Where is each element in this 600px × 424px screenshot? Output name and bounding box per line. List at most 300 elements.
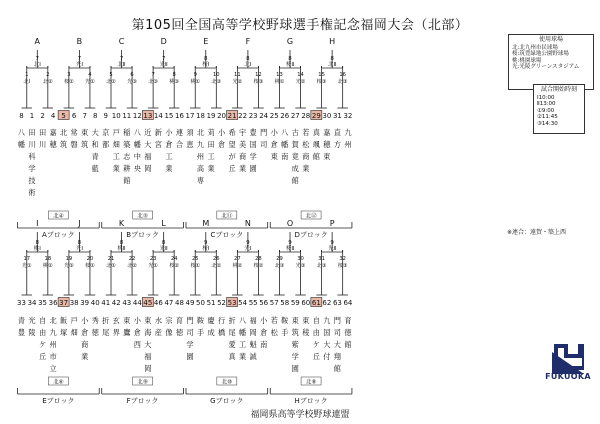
- team-name-char: 玄: [112, 316, 120, 325]
- team-name-char: 福: [144, 352, 152, 361]
- team-name-char: 橋: [217, 328, 226, 337]
- team-name-char: 国: [323, 328, 331, 337]
- game-venue: 北①: [106, 263, 116, 269]
- game-number: 11: [234, 72, 241, 78]
- team-name-char: 司: [260, 140, 268, 149]
- pair-date: 8: [204, 56, 208, 62]
- team-number: 40: [90, 299, 100, 307]
- team-name-char: 合: [175, 140, 184, 149]
- team-number: 64: [343, 299, 353, 307]
- team-name-char: 青: [91, 152, 99, 161]
- team-name-char: 学: [28, 164, 36, 173]
- team-number: 16: [174, 112, 184, 120]
- team-name-char: 自: [312, 316, 320, 325]
- team-name-char: 徳: [344, 328, 352, 337]
- team-name-char: 大: [91, 128, 99, 137]
- game-venue: 桜③: [337, 263, 348, 269]
- team-number: 27: [290, 112, 300, 120]
- team-name-char: 北: [60, 128, 68, 137]
- team-name-char: 田: [38, 128, 47, 137]
- team-name-char: 鞍: [196, 316, 205, 325]
- team-number: 14: [153, 112, 163, 120]
- team-number: 59: [290, 299, 300, 307]
- team-name-char: が: [228, 152, 236, 161]
- team-name-char: 八: [17, 128, 26, 137]
- team-name-char: 商: [239, 152, 247, 161]
- team-name-char: 徳: [91, 328, 99, 337]
- game-venue: 北②: [106, 79, 116, 85]
- venue-line: 桜:筑豊緑地公園野球場: [512, 51, 569, 58]
- team-number: 50: [196, 299, 205, 307]
- game-number: 19: [65, 256, 73, 262]
- team-name-char: 新: [154, 128, 162, 137]
- team-name-char: 北: [196, 128, 205, 137]
- time-line: Ⅰ10:00: [537, 94, 555, 101]
- team-name-char: 海: [144, 328, 152, 337]
- team-name-char: 育: [344, 316, 352, 325]
- game-venue: 桜①: [190, 263, 201, 269]
- team-name-char: 折: [102, 316, 110, 325]
- team-name-char: 業: [81, 352, 89, 361]
- team-name-char: 小: [270, 128, 278, 137]
- pair-date: 8: [161, 240, 166, 246]
- team-name-char: 鞍: [281, 316, 289, 325]
- team-name-char: 九: [196, 140, 205, 149]
- team-name-char: 大: [144, 140, 152, 149]
- game-number: 30: [297, 256, 304, 262]
- game-number: 10: [213, 72, 220, 78]
- team-name-char: 戸: [70, 316, 78, 325]
- game-number: 5: [109, 72, 113, 78]
- team-name-char: 川: [38, 140, 47, 149]
- team-name-char: 倉: [81, 328, 89, 337]
- time-line: ②11:45: [537, 114, 558, 121]
- block-venue-tag: 北⑫: [305, 213, 317, 220]
- team-number: 36: [48, 299, 58, 307]
- team-number: 7: [82, 112, 87, 120]
- pair-venue: 桜Ⅰ: [202, 246, 210, 252]
- team-name-char: 司: [186, 328, 194, 337]
- team-name-char: 秀: [91, 316, 99, 325]
- team-name-char: 直: [333, 128, 342, 137]
- team-name-char: 丘: [312, 352, 320, 361]
- team-name-char: 業: [239, 352, 247, 361]
- team-name-char: 館: [123, 176, 131, 185]
- game-venue: 北②: [127, 263, 137, 269]
- block-name: Bブロック: [126, 231, 159, 239]
- pair-date: 9: [246, 240, 250, 246]
- team-number: 11: [122, 112, 132, 120]
- team-name-char: 真: [312, 128, 320, 137]
- team-name-char: 和: [91, 140, 99, 149]
- venue-legend-header: 使用球場: [538, 36, 563, 43]
- team-name-char: 園: [291, 364, 299, 373]
- team-name-char: 科: [28, 152, 36, 161]
- game-number: 26: [213, 256, 220, 262]
- team-name-char: 専: [196, 176, 205, 185]
- team-name-char: ケ: [312, 340, 320, 349]
- pair-date: 7: [161, 56, 166, 62]
- team-number: 46: [153, 299, 163, 307]
- team-name-char: 築: [123, 140, 131, 149]
- block-name: Eブロック: [42, 397, 75, 405]
- pair-venue: 光Ⅰ: [75, 62, 83, 68]
- team-number: 30: [322, 112, 332, 120]
- team-name-char: 穂: [323, 140, 331, 149]
- team-name-char: 央: [133, 164, 141, 173]
- team-name-char: 倉: [217, 140, 226, 149]
- pair-date: 9: [330, 240, 334, 246]
- team-number: 34: [27, 299, 37, 307]
- team-name-char: 愛: [228, 340, 236, 349]
- team-name-char: 大: [333, 340, 342, 349]
- team-number: 57: [269, 299, 279, 307]
- team-name-char: 紫: [291, 340, 299, 349]
- team-name-char: 豊: [17, 328, 26, 337]
- team-name-char: 畑: [112, 140, 120, 149]
- game-venue: 北②: [42, 79, 53, 85]
- game-venue: 北③: [316, 263, 327, 269]
- team-name-char: 藍: [91, 164, 99, 173]
- pair-letter: B: [76, 37, 83, 46]
- game-number: 8: [172, 72, 176, 78]
- team-name-char: 幡: [133, 140, 141, 149]
- team-name-char: 門: [333, 316, 342, 325]
- game-number: 21: [107, 256, 115, 262]
- game-venue: 光①: [85, 79, 95, 85]
- team-number: 47: [164, 299, 174, 307]
- team-name-char: 稲: [123, 128, 131, 137]
- team-name-char: 育: [175, 316, 184, 325]
- team-number: 55: [248, 299, 258, 307]
- team-number: 10: [111, 112, 121, 120]
- team-name-char: 倉: [133, 328, 141, 337]
- team-name-char: 北: [49, 316, 57, 325]
- team-name-char: 大: [144, 340, 152, 349]
- game-venue: 桜②: [253, 263, 264, 269]
- team-name-char: 九: [344, 128, 352, 137]
- game-venue: 北③: [337, 79, 348, 85]
- game-number: 12: [255, 72, 262, 78]
- team-name-char: 川: [28, 140, 36, 149]
- venue-line: 北:北九州市民球場: [512, 44, 558, 51]
- team-name-char: 美: [239, 140, 247, 149]
- pair-venue: 光Ⅰ: [244, 246, 252, 252]
- pair-letter: I: [36, 219, 39, 228]
- game-number: 18: [44, 256, 52, 262]
- venue-legend: [508, 34, 594, 90]
- pair-venue: 光Ⅱ: [159, 62, 168, 68]
- team-number: 33: [17, 299, 26, 307]
- game-number: 2: [46, 72, 50, 78]
- game-number: 14: [297, 72, 304, 78]
- team-name-char: 翔: [333, 352, 342, 361]
- game-number: 13: [276, 72, 283, 78]
- game-venue: 北③: [148, 79, 159, 85]
- team-name-char: 業: [239, 164, 247, 173]
- page-title: 第105回全国高等学校野球選手権記念福岡大会（北部）: [131, 18, 469, 33]
- game-venue: 桜①: [85, 263, 95, 269]
- team-number: 5: [61, 112, 66, 120]
- team-name-char: 松: [302, 140, 310, 149]
- team-name-char: 豊: [249, 128, 257, 137]
- team-name-char: 学: [186, 340, 194, 349]
- team-number: 38: [69, 299, 79, 307]
- team-name-char: 司: [333, 328, 342, 337]
- team-number: 1: [29, 112, 35, 120]
- game-venue: 光③: [127, 79, 137, 85]
- venue-line: 桃:桃園球場: [512, 57, 542, 64]
- team-number: 53: [227, 299, 237, 307]
- team-name-char: 成: [207, 328, 215, 337]
- team-name-char: 商: [81, 340, 89, 349]
- start-times-header: 試合開始時刻: [540, 86, 577, 93]
- pair-letter: G: [286, 37, 294, 46]
- team-name-char: 穂: [49, 140, 57, 149]
- team-number: 9: [103, 112, 108, 120]
- joint-team-note: ※連合：遠賀・築上西: [507, 229, 567, 236]
- pair-letter: O: [286, 219, 294, 228]
- game-venue: 光①: [21, 263, 32, 269]
- team-number: 19: [206, 112, 216, 120]
- team-number: 28: [301, 112, 311, 120]
- team-number: 49: [185, 299, 195, 307]
- start-times: [533, 84, 585, 134]
- team-name-char: 立: [49, 364, 57, 373]
- pair-date: 7: [119, 56, 124, 62]
- team-name-char: 業: [112, 164, 120, 173]
- team-name-char: 小: [260, 316, 268, 325]
- team-number: 21: [227, 112, 237, 120]
- team-name-char: 手: [196, 328, 205, 337]
- pair-date: 8: [119, 240, 124, 246]
- team-name-char: ケ: [38, 340, 47, 349]
- team-name-char: 賀: [291, 140, 299, 149]
- team-number: 62: [322, 299, 332, 307]
- team-name-char: 自: [38, 316, 47, 325]
- team-name-char: 行: [217, 316, 226, 325]
- team-name-char: 東: [144, 316, 152, 325]
- game-venue: 光③: [63, 263, 74, 269]
- team-number: 60: [301, 299, 311, 307]
- game-number: 25: [191, 256, 199, 262]
- team-name-char: 連: [175, 128, 184, 137]
- team-name-char: 業: [207, 164, 215, 173]
- team-number: 42: [111, 299, 121, 307]
- team-number: 32: [343, 112, 353, 120]
- team-name-char: 八: [281, 128, 289, 137]
- team-name-char: 誠: [249, 352, 257, 361]
- pair-date: 8: [288, 56, 292, 62]
- team-number: 35: [38, 299, 48, 307]
- team-name-char: 由: [312, 328, 320, 337]
- pair-letter: P: [329, 219, 335, 228]
- team-name-char: 門: [260, 128, 268, 137]
- team-name-char: 東: [323, 152, 331, 161]
- logo-text: FUKUOKA: [545, 372, 591, 381]
- game-number: 3: [67, 72, 71, 78]
- time-line: ①9:00: [537, 107, 555, 114]
- team-name-char: 工: [239, 340, 247, 349]
- game-number: 23: [149, 256, 157, 262]
- team-name-char: 宇: [239, 128, 247, 137]
- pair-letter: C: [118, 37, 125, 46]
- game-number: 29: [276, 256, 283, 262]
- block-name: Gブロック: [210, 397, 244, 405]
- block-venue-tag: 北⑪: [221, 213, 233, 220]
- venue-line: 光:光陵グリーンスタジアム: [512, 64, 580, 71]
- game-venue: 桃②: [232, 263, 243, 269]
- pair-venue: 桃Ⅰ: [33, 246, 41, 252]
- team-name-char: 京: [102, 128, 110, 137]
- team-name-char: 真: [228, 352, 236, 361]
- team-name-char: 倉: [270, 140, 278, 149]
- team-name-char: 嘉: [323, 128, 331, 137]
- pair-date: 8: [35, 240, 40, 246]
- team-name-char: 古: [291, 128, 299, 137]
- game-venue: 桜②: [63, 79, 74, 85]
- team-number: 29: [311, 112, 321, 120]
- team-name-char: 稜: [302, 328, 310, 337]
- team-name-char: 工: [112, 152, 120, 161]
- team-number: 43: [122, 299, 132, 307]
- team-name-char: 方: [333, 140, 342, 149]
- team-name-char: 技: [28, 176, 36, 185]
- game-number: 22: [128, 256, 136, 262]
- team-name-char: 小: [165, 128, 173, 137]
- game-venue: 北②: [211, 263, 222, 269]
- team-name-char: 水: [154, 316, 162, 325]
- team-number: 13: [143, 112, 153, 120]
- block-venue-tag: 北⑧: [305, 379, 317, 386]
- block-name: Dブロック: [294, 231, 328, 239]
- team-name-char: 館: [333, 364, 342, 373]
- team-name-char: 業: [165, 164, 173, 173]
- team-name-char: 南: [281, 152, 289, 161]
- team-name-char: 東: [123, 316, 131, 325]
- pair-venue: 北Ⅰ: [244, 62, 252, 68]
- team-name-char: 小: [81, 316, 89, 325]
- team-name-char: 都: [102, 140, 110, 149]
- team-number: 45: [143, 299, 153, 307]
- team-number: 26: [280, 112, 290, 120]
- team-name-char: 希: [228, 128, 236, 137]
- game-number: 20: [86, 256, 94, 262]
- game-venue: 桃②: [42, 263, 53, 269]
- team-number: 56: [259, 299, 269, 307]
- team-number: 22: [238, 112, 248, 120]
- pair-venue: 桜Ⅱ: [285, 62, 295, 68]
- team-name-char: 魁: [249, 340, 257, 349]
- team-name-char: 幡: [239, 328, 247, 337]
- pair-date: 8: [246, 56, 250, 62]
- team-name-char: 八: [133, 128, 141, 137]
- team-name-char: 福: [249, 316, 257, 325]
- game-venue: 桜③: [253, 79, 264, 85]
- team-name-char: 高: [196, 164, 205, 173]
- team-number: 23: [248, 112, 258, 120]
- team-name-char: 商: [302, 152, 310, 161]
- team-name-char: 工: [207, 152, 215, 161]
- team-name-char: 館: [312, 152, 320, 161]
- time-line: ③14:30: [537, 120, 558, 127]
- pair-letter: M: [202, 219, 210, 228]
- team-name-char: 筑: [291, 328, 299, 337]
- team-name-char: 苅: [207, 128, 215, 137]
- team-name-char: 東: [270, 152, 278, 161]
- game-venue: 桃①: [274, 79, 285, 85]
- team-name-char: 八: [239, 316, 247, 325]
- game-venue: 桃①: [190, 79, 201, 85]
- team-name-char: 西: [133, 340, 141, 349]
- team-name-char: 若: [270, 316, 278, 325]
- game-venue: 光①: [148, 263, 159, 269]
- pair-letter: E: [203, 37, 209, 46]
- game-venue: 光②: [232, 79, 243, 85]
- pair-date: 8: [330, 56, 334, 62]
- pair-letter: A: [34, 37, 41, 46]
- team-number: 15: [164, 112, 174, 120]
- team-number: 8: [19, 112, 24, 120]
- team-number: 61: [311, 299, 321, 307]
- pair-letter: L: [161, 219, 166, 228]
- team-name-char: 徳: [175, 328, 184, 337]
- pair-venue: 桃Ⅱ: [117, 246, 126, 252]
- game-number: 6: [130, 72, 134, 78]
- game-number: 17: [23, 256, 31, 262]
- team-name-char: 門: [186, 316, 194, 325]
- game-venue: 光③: [295, 263, 306, 269]
- block-name: Aブロック: [42, 231, 75, 239]
- game-number: 32: [339, 256, 346, 262]
- game-number: 7: [151, 72, 155, 78]
- team-name-char: 須: [186, 128, 194, 137]
- team-name-char: 陵: [28, 328, 36, 337]
- team-name-char: 颯: [312, 140, 320, 149]
- team-name-char: 小: [217, 128, 226, 137]
- team-name-char: 近: [144, 128, 152, 137]
- team-name-char: 松: [270, 328, 278, 337]
- team-number: 4: [50, 112, 56, 120]
- team-name-char: 畑: [70, 328, 78, 337]
- team-name-char: 館: [291, 176, 299, 185]
- team-number: 58: [280, 299, 290, 307]
- team-name-char: 東: [302, 316, 310, 325]
- team-name-char: 若: [302, 128, 310, 137]
- block-venue-tag: 北⑤: [137, 213, 148, 220]
- team-name-char: 青: [17, 316, 26, 325]
- pair-letter: D: [160, 37, 167, 46]
- team-name-char: 恵: [186, 140, 194, 149]
- team-name-char: 倉: [165, 140, 173, 149]
- block-venue-tag: 北⑩: [221, 379, 233, 386]
- team-number: 31: [332, 112, 342, 120]
- team-number: 63: [332, 299, 342, 307]
- team-number: 39: [80, 299, 90, 307]
- team-name-char: 丘: [228, 164, 236, 173]
- team-name-char: 幡: [281, 140, 289, 149]
- team-number: 8: [92, 112, 98, 120]
- team-number: 24: [259, 112, 269, 120]
- pair-date: 9: [288, 240, 292, 246]
- team-name-char: 手: [281, 328, 289, 337]
- team-name-char: 中: [133, 152, 141, 161]
- team-number: 48: [174, 299, 184, 307]
- game-number: 24: [170, 256, 178, 262]
- team-name-char: 丘: [38, 352, 47, 361]
- team-name-char: 像: [165, 328, 173, 337]
- team-name-char: 宗: [165, 316, 173, 325]
